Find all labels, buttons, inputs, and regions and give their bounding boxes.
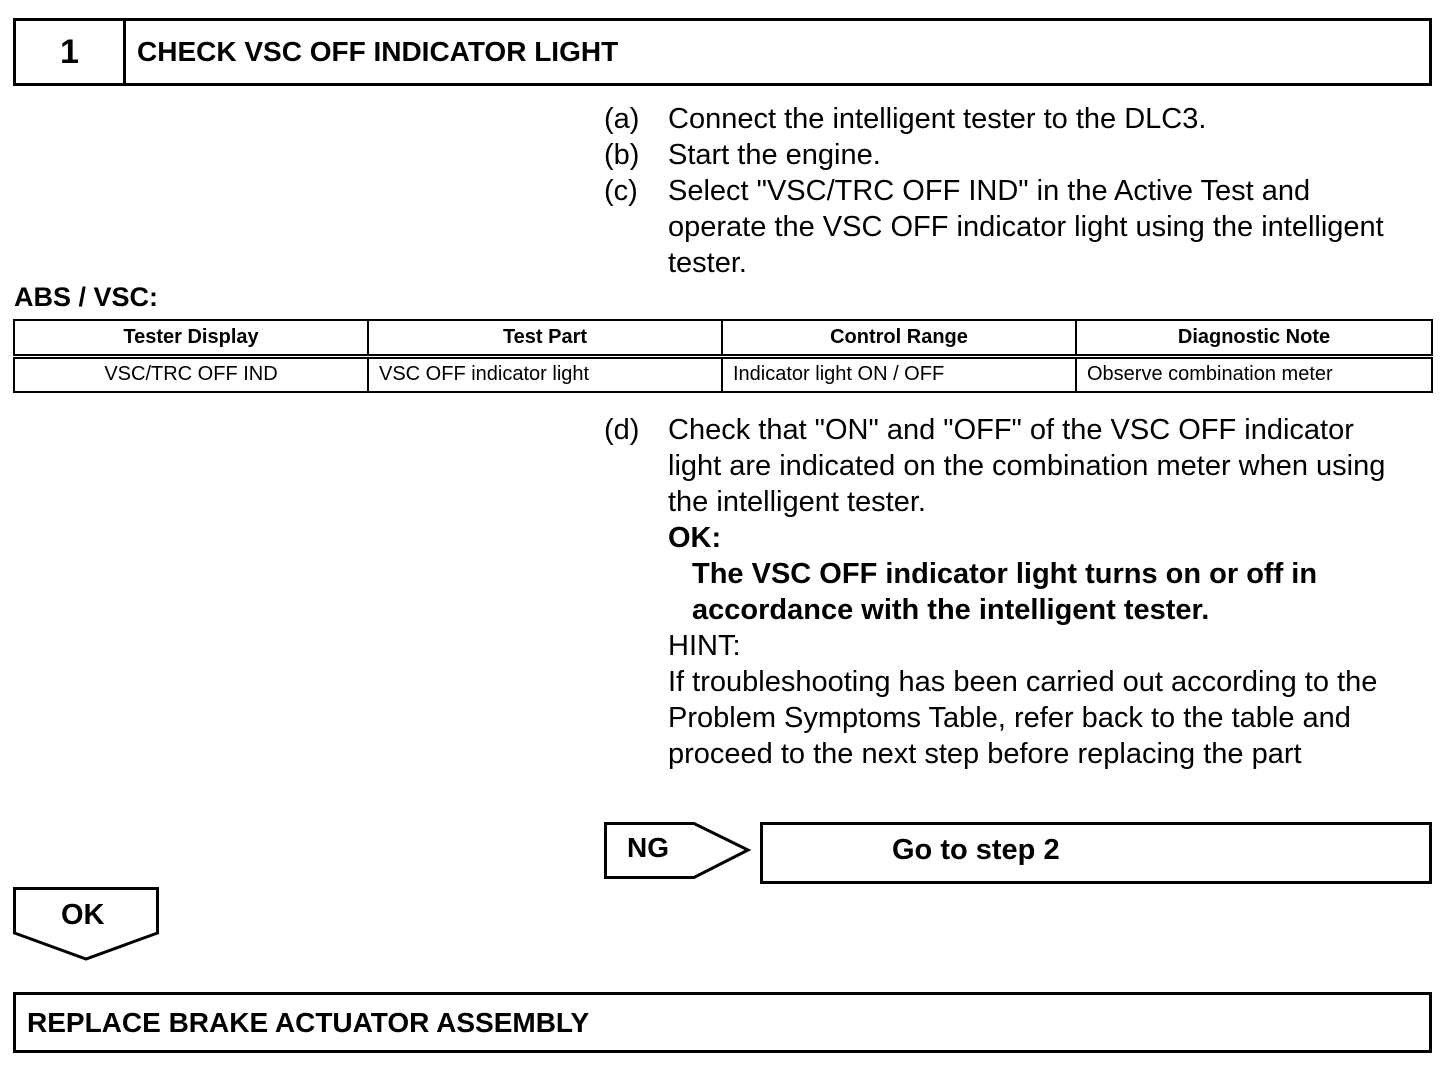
header-test-part: Test Part (368, 320, 722, 356)
ng-label: NG (627, 832, 669, 863)
procedure-a-label: (a) (604, 103, 640, 135)
active-test-table (13, 319, 1433, 393)
header-diagnostic-note: Diagnostic Note (1076, 320, 1432, 356)
procedure-c-line-2: operate the VSC OFF indicator light using the intelligent (668, 211, 1384, 243)
ok-result-line-2: accordance with the intelligent tester. (692, 594, 1210, 626)
ok-label: OK (61, 899, 105, 931)
procedure-d-line-2: light are indicated on the combination meter when using (668, 450, 1386, 482)
cell-control-range: Indicator light ON / OFF (722, 356, 1076, 392)
header-tester-display: Tester Display (14, 320, 368, 356)
ng-result-box (760, 822, 1432, 884)
hint-line-1: If troubleshooting has been carried out according to the (668, 666, 1378, 698)
procedure-c-line-3: tester. (668, 247, 747, 279)
procedure-b-label: (b) (604, 139, 640, 171)
ng-result-text: Go to step 2 (892, 834, 1060, 866)
procedure-c-label: (c) (604, 175, 638, 207)
procedure-a-text: Connect the intelligent tester to the DLC3. (668, 103, 1207, 135)
table-header-row (14, 320, 1432, 356)
hint-line-3: proceed to the next step before replacing the part (668, 738, 1302, 770)
table-row (14, 356, 1432, 392)
step-number: 1 (16, 21, 126, 83)
procedure-d-label: (d) (604, 414, 640, 446)
ok-result-line-1: The VSC OFF indicator light turns on or off in (692, 558, 1318, 590)
hint-line-2: Problem Symptoms Table, refer back to the table and (668, 702, 1351, 734)
cell-test-part: VSC OFF indicator light (368, 356, 722, 392)
procedure-d-line-1: Check that "ON" and "OFF" of the VSC OFF indicator (668, 414, 1354, 446)
hint-heading: HINT: (668, 630, 741, 662)
procedure-d-line-3: the intelligent tester. (668, 486, 926, 518)
step-header (13, 18, 1432, 86)
step-title: CHECK VSC OFF INDICATOR LIGHT (137, 36, 619, 67)
table-section-label: ABS / VSC: (14, 282, 159, 312)
final-action-box: REPLACE BRAKE ACTUATOR ASSEMBLY (13, 992, 1432, 1053)
cell-diagnostic-note: Observe combination meter (1076, 356, 1432, 392)
ok-heading: OK: (668, 522, 722, 554)
cell-tester-display: VSC/TRC OFF IND (14, 356, 368, 392)
procedure-b-text: Start the engine. (668, 139, 881, 171)
procedure-c-line-1: Select "VSC/TRC OFF IND" in the Active Test and (668, 175, 1311, 207)
header-control-range: Control Range (722, 320, 1076, 356)
